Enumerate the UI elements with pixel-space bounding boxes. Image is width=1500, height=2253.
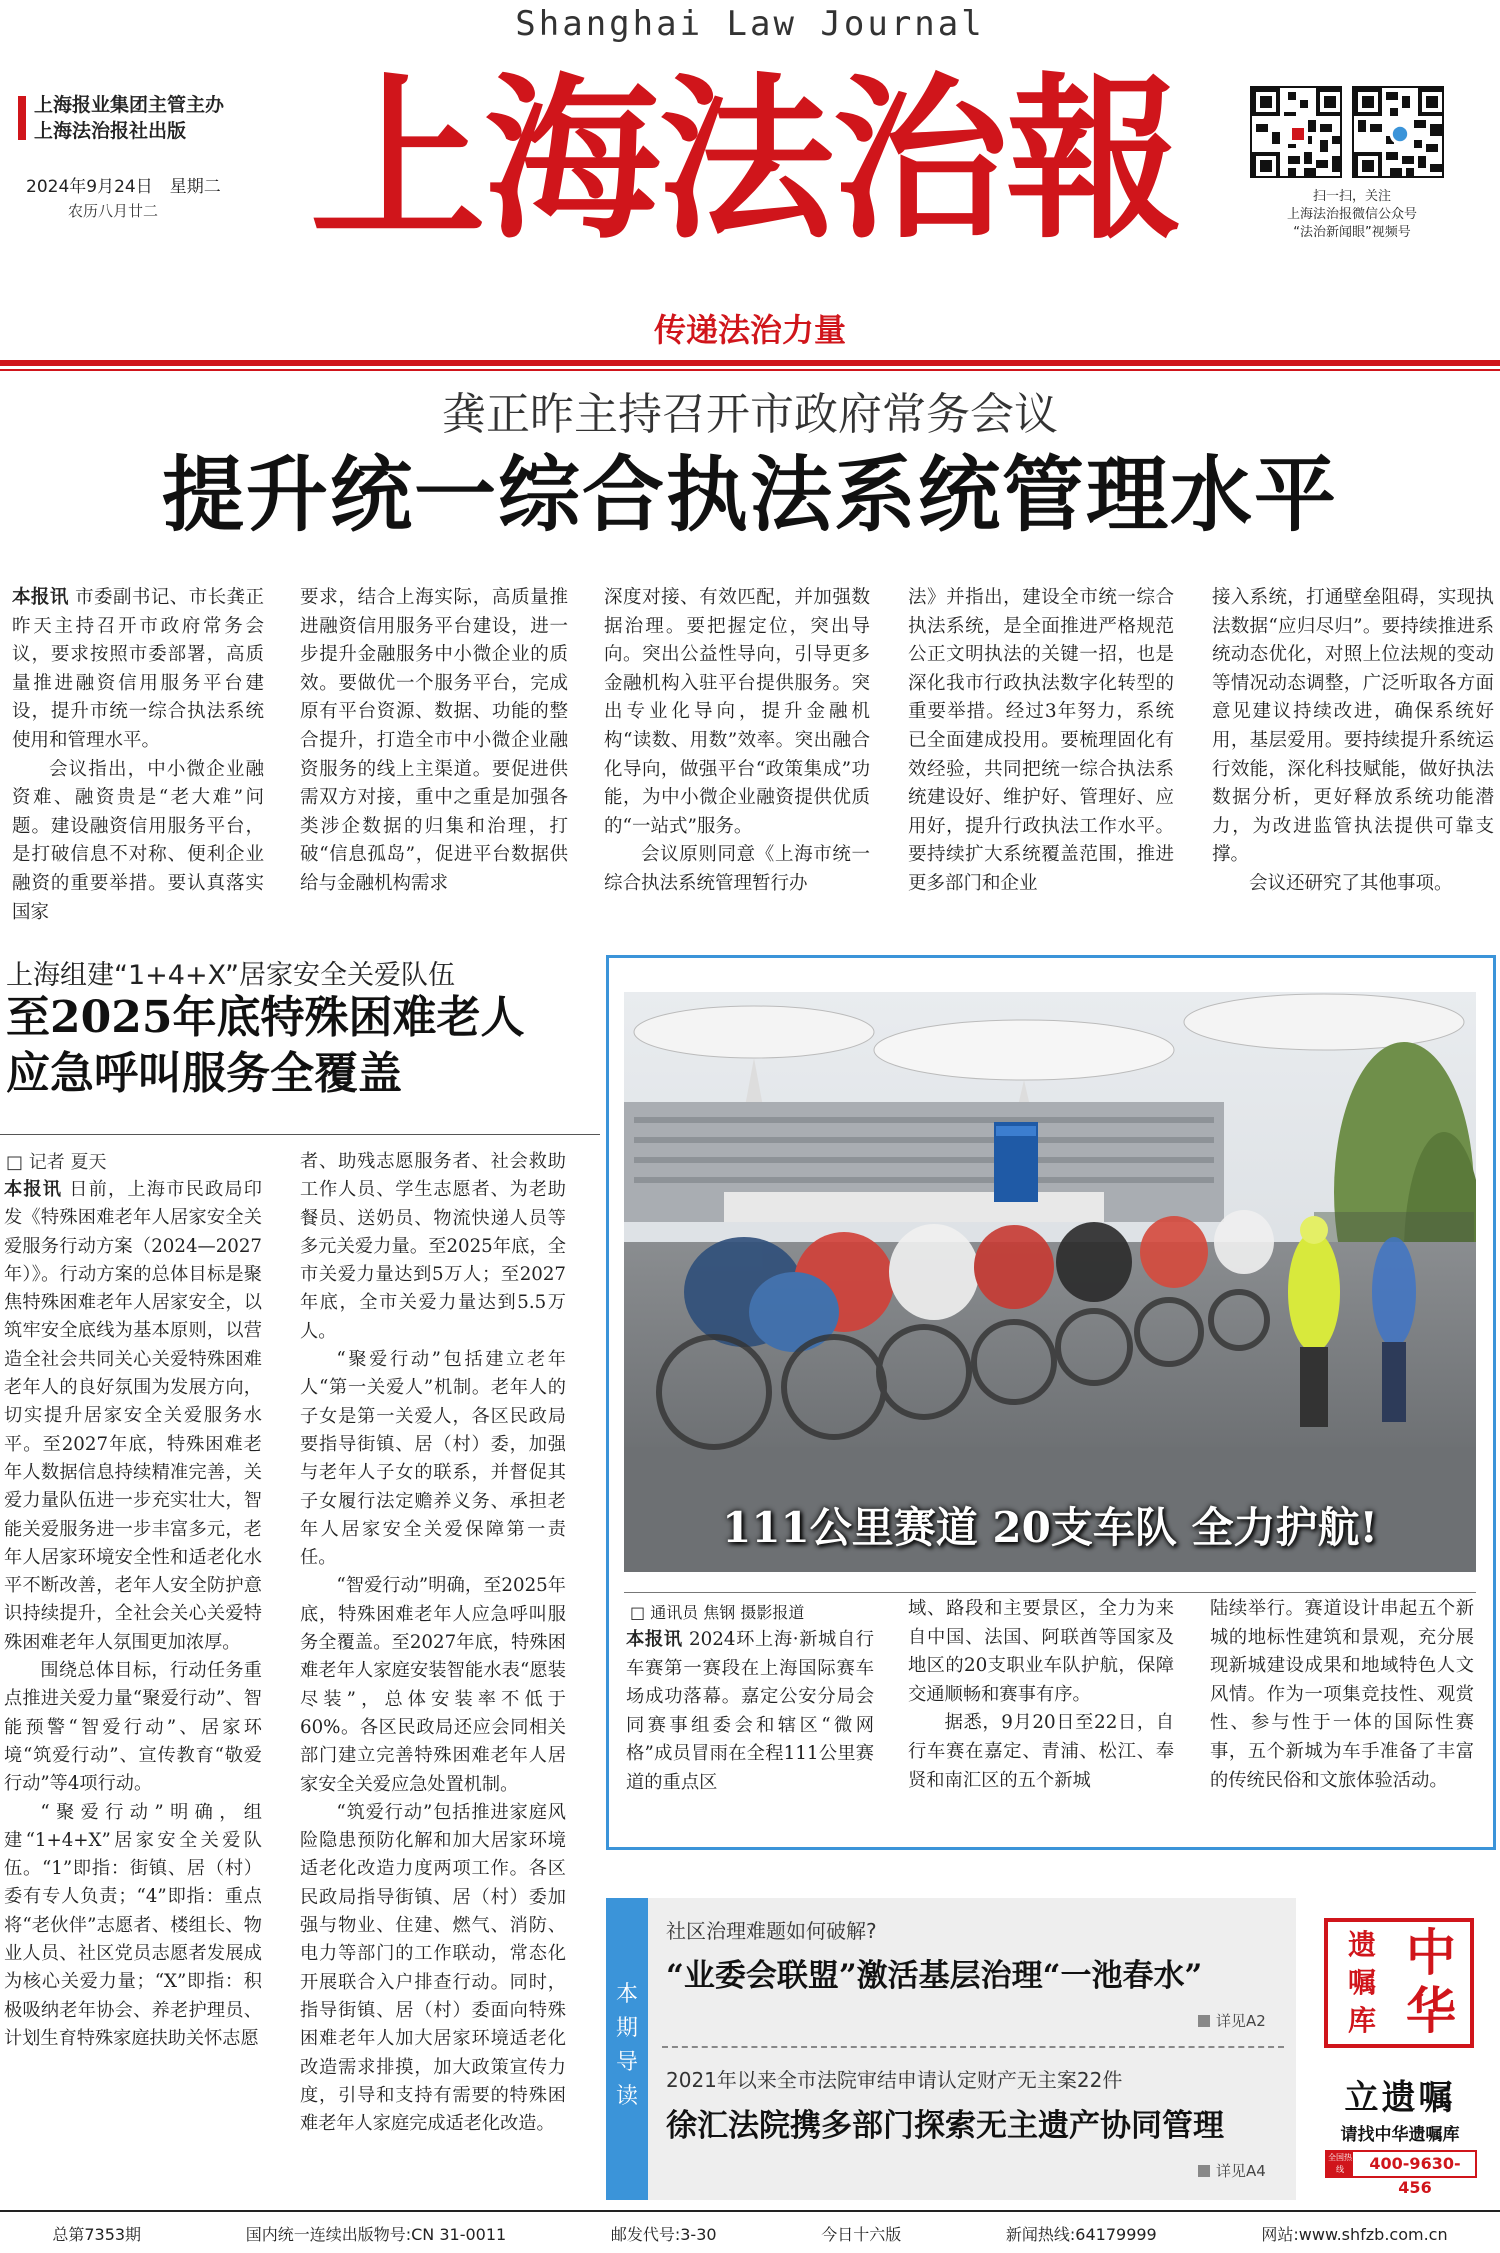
footer: [0, 2222, 1500, 2248]
seal-char-4: 嘱: [1347, 1966, 1376, 1999]
guide-item2-see-page[interactable]: [1198, 2160, 1266, 2181]
issue-date: 2024年9月24日 星期二: [26, 177, 221, 197]
seal-char-3: 遗: [1347, 1928, 1376, 1961]
story2-headline-line-1: 至2025年底特殊困难老人: [6, 992, 525, 1043]
publisher-red-bar: [18, 96, 26, 140]
photo-credit: □ 通讯员 焦钢 摄影报道: [630, 1603, 805, 1622]
cycling-race-photo: [624, 992, 1476, 1572]
footer-rule: [0, 2210, 1500, 2212]
photo-story-column-2: 域、路段和主要景区，全力为来自中国、法国、阿联酋等国家及地区的20支职业车队护航，保障交通顺畅和赛事有序。 据悉，9月20日至22日，自行车赛在嘉定、青浦、松江、奉贤和南汇区的五个新城: [908, 1598, 1174, 1791]
masthead-rule-thin: [0, 369, 1500, 371]
issue-guide-tag-text: 本期导读: [616, 1982, 639, 2109]
story2-headline-line-2: 应急呼叫服务全覆盖: [6, 1048, 402, 1099]
english-title: Shanghai Law Journal: [515, 4, 985, 44]
footer-news-hotline: 新闻热线:64179999: [1005, 2225, 1157, 2244]
qr-caption-line-3: “法治新闻眼”视频号: [1293, 225, 1411, 240]
qr-caption-line-1: 扫一扫，关注: [1312, 189, 1391, 204]
guide-item2-kicker[interactable]: 2021年以来全市法院审结申请认定财产无主案22件: [666, 2068, 1123, 2092]
footer-issue-number: 总第7353期: [52, 2225, 142, 2244]
ad-hotline-box: [1325, 2150, 1477, 2197]
publisher-info: [18, 92, 278, 144]
footer-cn-number: 国内统一连续出版物号:CN 31-0011: [245, 2225, 507, 2244]
qr-caption: [1232, 188, 1472, 242]
lead-headline: 提升统一综合执法系统管理水平: [161, 447, 1338, 543]
photo-caption: 111公里赛道 20支车队 全力护航!: [722, 1503, 1378, 1552]
ad-main-text: 立遗嘱: [1344, 2078, 1456, 2118]
publisher-line-2: 上海法治报社出版: [34, 120, 187, 142]
photo-story-column-1: 本报讯 2024环上海·新城自行车赛第一赛段在上海国际赛车场成功落幕。嘉定公安分局会同赛事组委会和辖区“微网格”成员冒雨在全程111公里赛道的重点区: [626, 1629, 874, 1793]
lead-column-1: 本报讯 市委副书记、市长龚正昨天主持召开市政府常务会议，要求按照市委部署，高质量推进融资信用服务平台建设，提升市统一综合执法系统使用和管理水平。 会议指出，中小微企业融资难、融资贵是“老大难”问题。建设融资信用服务平台，是打破信息不对称、便利企业融资的重要举措。要认真落实国家: [12, 587, 264, 923]
footer-postal-code: 邮发代号:3-30: [610, 2225, 717, 2244]
seal-char-2: 华: [1406, 1981, 1456, 2040]
guide-item1-headline[interactable]: “业委会联盟”激活基层治理“一池春水”: [666, 1958, 1203, 1994]
story2-column-1: 本报讯 日前，上海市民政局印发《特殊困难老年人居家安全关爱服务行动方案（2024—2027年）》。行动方案的总体目标是聚焦特殊困难老年人居家安全，以筑牢安全底线为基本原则，以营造全社会共同关心关爱特殊困难老年人的良好氛围为发展方向，切实提升居家安全关爱服务水平。至2027年底，特殊困难老年人数据信息持续精准完善，关爱力量队伍进一步充实壮大，智能关爱服务进一步丰富多元，老年人居家环境安全性和适老化水平不断改善，老年人安全防护意识持续提升，全社会关心关爱特殊困难老年人氛围更加浓厚。 围绕总体目标，行动任务重点推进关爱力量“聚爱行动”、智能预警“智爱行动”、居家环境“筑爱行动”、宣传教育“敬爱行动”等4项行动。 “聚爱行动”明确，组建“1+4+X”居家安全关爱队伍。“1”即指：街镇、居（村）委有专人负责；“4”即指：重点将“老伙伴”志愿者、楼组长、物业人员、社区党员志愿者发展成为核心关爱力量；“X”即指：积极吸纳老年协会、养老护理员、计划生育特殊家庭扶助关怀志愿: [4, 1179, 262, 2049]
lead-subheadline: 龚正昨主持召开市政府常务会议: [442, 389, 1058, 440]
story2-headline: [6, 990, 596, 1102]
photo-story-column-3: 陆续举行。赛道设计串起五个新城的地标性建筑和景观，充分展现新城建设成果和地域特色人文风情。作为一项集竞技性、观赏性、参与性于一体的国际性赛事，五个新城为车手准备了丰富的传统民俗和文旅体验活动。: [1210, 1598, 1474, 1791]
publisher-line-1: 上海报业集团主管主办: [34, 94, 225, 116]
seal-char-5: 库: [1347, 2004, 1376, 2037]
story2-kicker: 上海组建“1+4+X”居家安全关爱队伍: [6, 960, 455, 991]
masthead-rule-thick: [0, 360, 1500, 366]
guide-item1-kicker[interactable]: 社区治理难题如何破解?: [666, 1919, 877, 1943]
lead-column-5: 接入系统，打通壁垒阻碍，实现执法数据“应归尽归”。要持续推进系统动态优化，对照上位法规的变动等情况动态调整，广泛听取各方面意见建议持续改进，确保系统好用，基层爱用。要持续提升系统运行效能，深化科技赋能，做好执法数据分析，更好释放系统功能潜力，为改进监管执法提供可靠支撑。 会议还研究了其他事项。: [1212, 587, 1494, 894]
qr-caption-line-2: 上海法治报微信公众号: [1286, 207, 1417, 222]
guide-item1-see-page[interactable]: [1198, 2010, 1266, 2031]
story2-byline: □ 记者 夏天: [6, 1152, 107, 1173]
guide-item2-see-label: 详见A4: [1216, 2162, 1266, 2180]
lead-column-3: 深度对接、有效匹配，并加强数据治理。要把握定位，突出导向。突出公益性导向，引导更多金融机构入驻平台提供服务。突出专业化导向，提升金融机构“读数、用数”效率。突出融合化导向，做强平台“政策集成”功能，为中小微企业融资提供优质的“一站式”服务。 会议原则同意《上海市统一综合执法系统管理暂行办: [604, 587, 870, 894]
video-channel-qr-code: [1352, 86, 1444, 178]
ad-hotline-label: 全国热线: [1328, 2153, 1352, 2174]
lunar-date: 农历八月廿二: [68, 202, 159, 220]
ad-hotline-number: 400-9630-456: [1369, 2154, 1461, 2197]
guide-dashed-divider: [662, 2046, 1284, 2048]
footer-website[interactable]: 网站:www.shfzb.com.cn: [1261, 2225, 1448, 2244]
wechat-qr-code: [1250, 86, 1342, 178]
lead-column-4: 法》并指出，建设全市统一综合执法系统，是全面推进严格规范公正文明执法的关键一招，也是深化我市行政执法数字化转型的重要举措。经过3年努力，系统已全面建成投用。要梳理固化有效经验，共同把统一综合执法系统建设好、维护好、管理好、应用好，提升行政执法工作水平。要持续扩大系统覆盖范围，推进更多部门和企业: [908, 587, 1174, 894]
story2-column-2: 者、助残志愿服务者、社会救助工作人员、学生志愿者、为老助餐员、送奶员、物流快递人员等多元关爱力量。至2025年底，全市关爱力量达到5万人；至2027年底，全市关爱力量达到5.5万人。 “聚爱行动”包括建立老年人“第一关爱人”机制。老年人的子女是第一关爱人，各区民政局要指导街镇、居（村）委，加强与老年人子女的联系，并督促其子女履行法定赡养义务、承担老年人居家安全关爱保障第一责任。 “智爱行动”明确，至2025年底，特殊困难老年人应急呼叫服务全覆盖。至2027年底，特殊困难老年人家庭安装智能水表“愿装尽装”，总体安装率不低于60%。各区民政局还应会同相关部门建立完善特殊困难老年人居家安全关爱应急处置机制。 “筑爱行动”包括推进家庭风险隐患预防化解和加大居家环境适老化改造力度两项工作。各区民政局指导街镇、居（村）委加强与物业、住建、燃气、消防、电力等部门的工作联动，常态化开展联合入户排查行动。同时，指导街镇、居（村）委面向特殊困难老年人加大居家环境适老化改造需求排摸，加大政策宣传力度，引导和支持有需要的特殊困难老年人家庭完成适老化改造。: [300, 1151, 566, 2135]
seal-char-1: 中: [1406, 1923, 1456, 1982]
square-bullet-icon: [1198, 2015, 1210, 2027]
square-bullet-icon: [1198, 2165, 1210, 2177]
footer-page-count: 今日十六版: [821, 2225, 902, 2244]
guide-item1-see-label: 详见A2: [1216, 2012, 1266, 2030]
photo-divider: [624, 1592, 1476, 1593]
issue-guide-tag: [606, 1898, 648, 2200]
ad-sub-text: 请找中华遗嘱库: [1340, 2125, 1460, 2145]
lead-column-2: 要求，结合上海实际，高质量推进融资信用服务平台建设，进一步提升金融服务中小微企业的质效。要做优一个服务平台，完成原有平台资源、数据、功能的整合提升，打造全市中小微企业融资服务的线上主渠道。要促进供需双方对接，重中之重是加强各类涉企数据的归集和治理，打破“信息孤岛”，促进平台数据供给与金融机构需求: [300, 587, 568, 894]
story2-divider: [0, 1134, 600, 1135]
newspaper-logo: 上海法治報: [309, 56, 1180, 263]
guide-item2-headline[interactable]: 徐汇法院携多部门探索无主遗产协同管理: [666, 2108, 1224, 2144]
slogan: 传递法治力量: [653, 311, 846, 349]
will-registry-seal-logo: [1324, 1918, 1474, 2048]
